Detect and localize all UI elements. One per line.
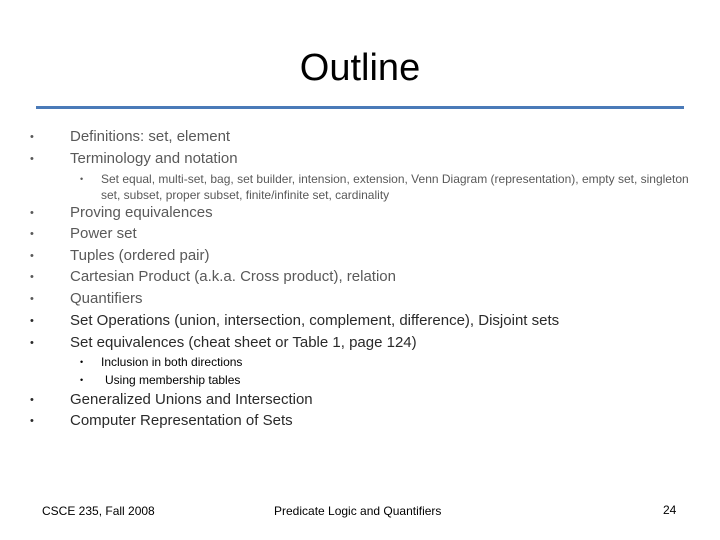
- sub-bullet-text: Inclusion in both directions: [101, 355, 243, 369]
- slide-title: Outline: [299, 47, 421, 89]
- bullet-text: Generalized Unions and Intersection: [70, 391, 313, 408]
- bullet-marker: •: [30, 293, 34, 305]
- bullet-text: Computer Representation of Sets: [70, 412, 293, 429]
- title-divider: [36, 106, 684, 109]
- bullet-marker: •: [30, 131, 34, 143]
- bullet-marker: •: [80, 357, 84, 367]
- bullet-marker: •: [80, 375, 84, 385]
- bullet-text: Power set: [70, 225, 137, 242]
- bullet-text: Proving equivalences: [70, 204, 213, 221]
- sub-bullet-text: Set equal, multi-set, bag, set builder, intension, extension, Venn Diagram (representation), empty set, singleton set, subset, proper subset, finite/infinite set, cardinality: [101, 172, 689, 202]
- sub-bullet-text: Using membership tables: [105, 373, 241, 387]
- bullet-marker: •: [30, 153, 34, 165]
- bullet-marker: •: [30, 250, 34, 262]
- bullet-marker: •: [30, 415, 34, 427]
- bullet-text: Quantifiers: [70, 290, 143, 307]
- bullet-marker: •: [30, 228, 34, 240]
- bullet-text: Definitions: set, element: [70, 128, 231, 145]
- bullet-marker: •: [30, 315, 34, 327]
- bullet-text: Set Operations (union, intersection, complement, difference), Disjoint sets: [70, 312, 560, 329]
- footer-topic: Predicate Logic and Quantifiers: [274, 504, 442, 518]
- bullet-text: Terminology and notation: [70, 150, 238, 167]
- bullet-text: Tuples (ordered pair): [70, 247, 210, 264]
- bullet-text: Set equivalences (cheat sheet or Table 1, page 124): [70, 334, 417, 351]
- bullet-marker: •: [30, 271, 34, 283]
- footer-course: CSCE 235, Fall 2008: [42, 504, 155, 518]
- page-number: 24: [663, 503, 677, 517]
- bullet-text: Cartesian Product (a.k.a. Cross product), relation: [70, 268, 396, 285]
- bullet-marker: •: [30, 337, 34, 349]
- bullet-marker: •: [80, 174, 84, 184]
- bullet-marker: •: [30, 207, 34, 219]
- bullet-marker: •: [30, 394, 34, 406]
